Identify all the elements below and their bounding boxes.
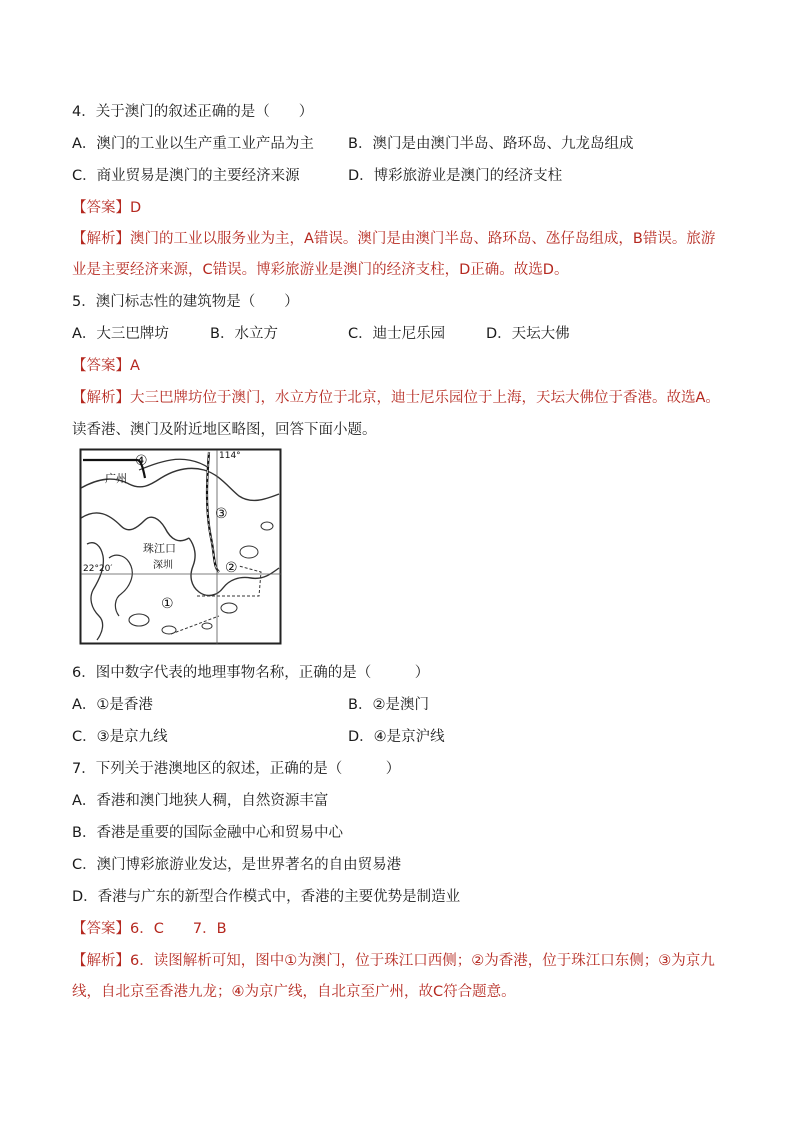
q4-option-b: B．澳门是由澳门半岛、路环岛、九龙岛组成 [348,136,634,152]
q5-option-a: A．大三巴牌坊 [72,326,169,342]
q67-answer [72,919,227,939]
q4-answer-value: D [130,200,142,216]
label-shenzhen: 深圳 [153,560,173,571]
label-marker-1: ① [161,596,174,612]
analysis-tag: 【解析】 [72,953,130,969]
q5-answer [72,356,140,376]
label-marker-3: ③ [215,506,228,522]
q4-option-a: A．澳门的工业以生产重工业产品为主 [72,136,314,152]
q5-option-c: C．迪士尼乐园 [348,326,446,342]
q4-analysis-text: 澳门的工业以服务业为主，A错误。澳门是由澳门半岛、路环岛、氹仔岛组成，B错误。旅游业是主要经济来源，C错误。博彩旅游业是澳门的经济支柱，D正确。故选D。 [72,231,716,278]
analysis-tag: 【解析】 [72,390,130,406]
label-guangzhou: 广州 [105,472,127,485]
q5-stem: 5．澳门标志性的建筑物是（ ） [72,294,299,310]
hk-macau-map [79,448,282,645]
q4-answer [72,198,141,218]
q6-option-c: C．③是京九线 [72,729,168,745]
q7-option-a: A．香港和澳门地狭人稠，自然资源丰富 [72,793,329,809]
label-longitude: 114° [219,451,241,461]
q5-analysis-text: 大三巴牌坊位于澳门，水立方位于北京，迪士尼乐园位于上海，天坛大佛位于香港。故选A。 [130,390,720,406]
q67-answer-value: 6．C 7．B [130,921,227,937]
q6-stem: 6．图中数字代表的地理事物名称，正确的是（ ） [72,665,430,681]
q67-analysis-text: 6．读图解析可知，图中①为澳门，位于珠江口西侧；②为香港，位于珠江口东侧；③为京九线，自北京至香港九龙；④为京广线，自北京至广州，故C符合题意。 [72,953,715,1000]
label-latitude: 22°20′ [83,564,113,574]
q7-stem: 7．下列关于港澳地区的叙述，正确的是（ ） [72,761,401,777]
q6-option-d: D．④是京沪线 [348,729,445,745]
q5-option-b: B．水立方 [210,326,278,342]
answer-tag: 【答案】 [72,358,130,374]
q4-stem: 4．关于澳门的叙述正确的是（ ） [72,104,314,120]
map-intro: 读香港、澳门及附近地区略图，回答下面小题。 [72,422,377,438]
q4-analysis [72,224,722,286]
q6-option-b: B．②是澳门 [348,697,429,713]
label-marker-4: ④ [135,453,148,469]
answer-tag: 【答案】 [72,921,130,937]
q7-option-c: C．澳门博彩旅游业发达，是世界著名的自由贸易港 [72,857,402,873]
label-zhujiangkou: 珠江口 [143,542,176,555]
analysis-tag: 【解析】 [72,231,130,247]
q5-option-d: D．天坛大佛 [486,326,570,342]
q4-option-c: C．商业贸易是澳门的主要经济来源 [72,168,300,184]
q7-option-d: D．香港与广东的新型合作模式中，香港的主要优势是制造业 [72,889,461,905]
q4-option-d: D．博彩旅游业是澳门的经济支柱 [348,168,563,184]
q7-option-b: B．香港是重要的国际金融中心和贸易中心 [72,825,343,841]
q67-analysis [72,946,722,1008]
answer-tag: 【答案】 [72,200,130,216]
q6-option-a: A．①是香港 [72,697,153,713]
q5-analysis [72,388,720,408]
label-marker-2: ② [225,560,238,576]
q5-answer-value: A [130,358,140,374]
